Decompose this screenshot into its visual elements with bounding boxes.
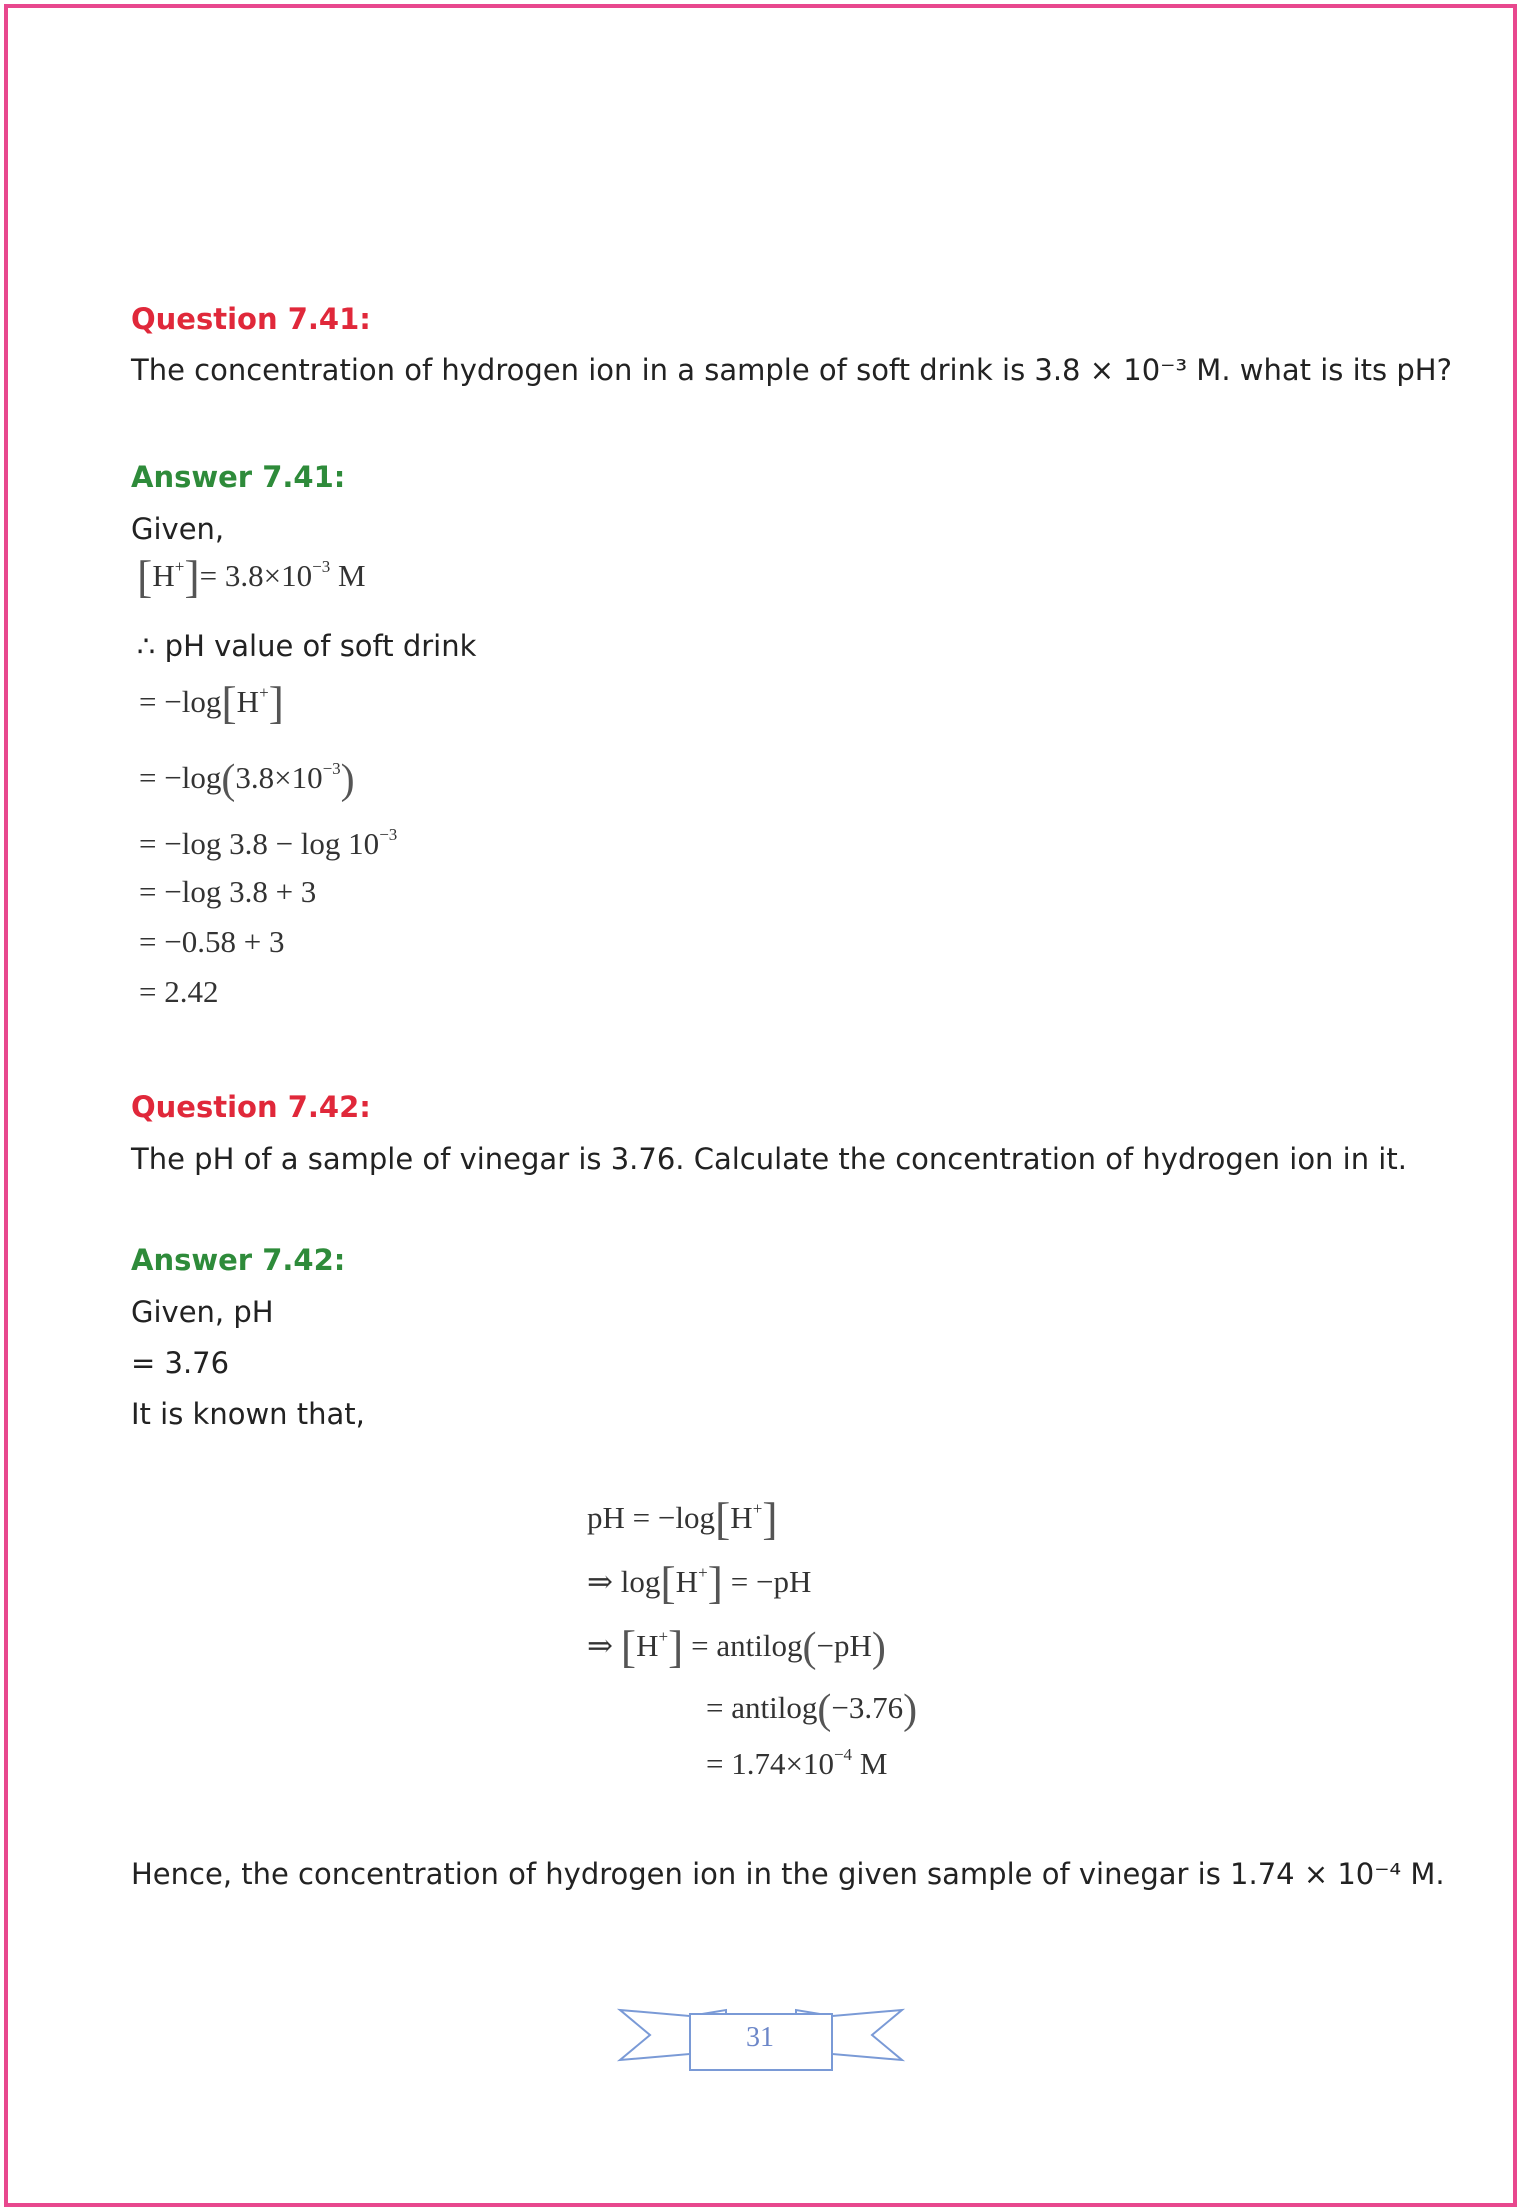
known-text: It is known that, xyxy=(131,1397,365,1431)
given-label: Given, pH xyxy=(131,1295,274,1329)
conclusion-text: Hence, the concentration of hydrogen ion in the given sample of vinegar is 1.74 × 10⁻⁴ M. xyxy=(131,1857,1445,1891)
step-5: = −0.58 + 3 xyxy=(139,924,285,959)
equation-3: ⇒ [H+] = antilog(−pH) xyxy=(587,1621,886,1672)
equation-1: pH = −log[H+] xyxy=(587,1493,778,1544)
equation-2: ⇒ log[H+] = −pH xyxy=(587,1557,812,1608)
equation-5: = $1.74\times 10^{-4}$ M xyxy=(706,1745,888,1781)
question-text: The pH of a sample of vinegar is 3.76. Calculate the concentration of hydrogen ion in it. xyxy=(131,1142,1407,1176)
step-2: = $-\log(3.8\times 10^{-3})$ xyxy=(139,757,355,803)
therefore-text: ∴ pH value of soft drink xyxy=(137,629,477,663)
equation-4: = antilog(−3.76) xyxy=(706,1687,918,1733)
question-heading: Question 7.42: xyxy=(131,1090,371,1124)
given-value: = 3.76 xyxy=(131,1346,230,1380)
question-text: The concentration of hydrogen ion in a sample of soft drink is 3.8 × 10⁻³ M. what is its pH? xyxy=(131,353,1452,387)
given-equation: $[H^+]= 3.8\times 10^{-3}$ M xyxy=(137,551,366,602)
page-number: 31 xyxy=(746,2022,774,2053)
question-heading: Question 7.41: xyxy=(131,302,371,336)
given-label: Given, xyxy=(131,512,225,546)
answer-heading: Answer 7.42: xyxy=(131,1243,346,1277)
step-1: = −log[H+] xyxy=(139,677,284,728)
step-4: = −log 3.8 + 3 xyxy=(139,874,317,909)
step-3: = −log $3.8 - \log 10^{-3}$ xyxy=(139,825,398,861)
answer-heading: Answer 7.41: xyxy=(131,460,346,494)
step-6: = 2.42 xyxy=(139,974,219,1009)
